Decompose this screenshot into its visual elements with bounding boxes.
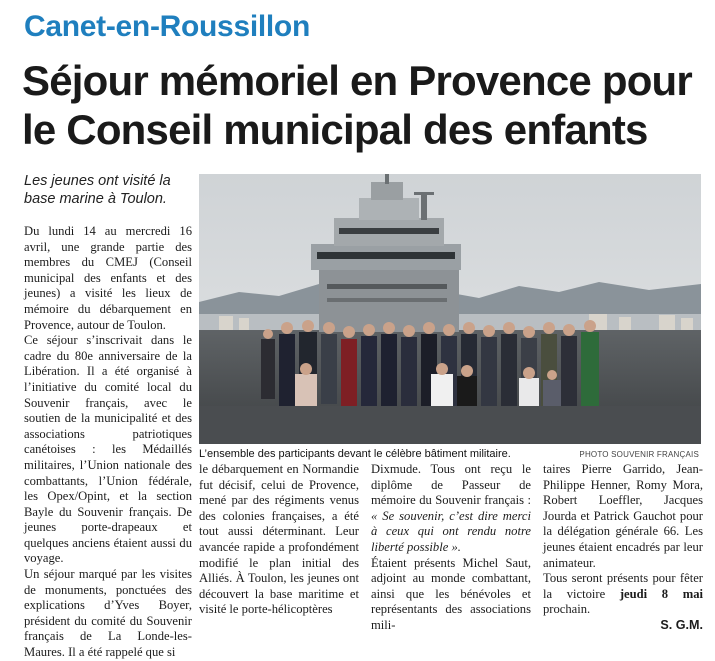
section-kicker: Canet-en-Roussillon (24, 10, 310, 43)
article-column-4 (543, 462, 703, 634)
paragraph: Du lundi 14 au mercredi 16 avril, une grande partie des membres du CMEJ (Conseil municipal des enfants et des jeunes) a visité les lieux de mémoire du débarquement en Provence, autour de Toulon. (24, 224, 192, 332)
ship-group-photo (199, 174, 701, 444)
paragraph: Ce séjour s’inscrivait dans le cadre du 80e anniversaire de la Libération. Il a été organisé à l’initiative du comité local du Souvenir français, avec le soutien de la municipalité et des associations patriotiques canétoises : les Médaillés militaires, l’Union nationale des combattants, l’Union fédérale, les Opex/Opint, et la section Bayle du Souvenir français. De jeunes porte-drapeaux et quelques anciens étaient aussi du voyage. (24, 333, 192, 566)
quote: « Se souvenir, c’est dire merci à ceux qui ont rendu notre liberté possible ». (371, 508, 531, 554)
paragraph-text: Tous seront présents pour fêter la victoire (543, 571, 703, 601)
paragraph: Étaient présents Michel Saut, adjoint au monde combattant, ainsi que les bénévoles et représentants des associations mili- (371, 555, 531, 632)
paragraph (371, 462, 531, 556)
author-signature: S. G.M. (660, 617, 703, 632)
article-column-3 (371, 462, 531, 634)
paragraph-text: prochain. (543, 602, 591, 617)
paragraph: Un séjour marqué par les visites de monuments, ponctuées des explications d’Yves Boyer, président du comité du Souvenir français de La Londe-les-Maures. Il a été rappelé que si (24, 567, 192, 660)
headline-line-2: le Conseil municipal des enfants (22, 106, 648, 153)
paragraph: le débarquement en Normandie fut décisif, celui de Provence, mené par des régiments venus des colonies françaises, a été tout aussi déterminant. Leur avancée rapide a profondément modifié le plan initial des Alliés. À Toulon, les jeunes ont découvert la base maritime et visité le porte-hélicoptères (199, 462, 359, 617)
photo-credit: PHOTO SOUVENIR FRANÇAIS (579, 450, 699, 459)
paragraph: taires Pierre Garrido, Jean-Philippe Henner, Romy Mora, Robert Loeffler, Jacques Jourda et Patrick Gauchot pour la délégation générale 66. Les jeunes étaient encadrés par leur animateur. (543, 462, 703, 570)
paragraph (543, 571, 703, 618)
paragraph-text: Dixmude. Tous ont reçu le diplôme de Passeur de mémoire du Souvenir français : (371, 462, 531, 508)
lede: Les jeunes ont visité la base marine à Toulon. (24, 173, 171, 207)
photo-caption: L’ensemble des participants devant le célèbre bâtiment militaire. (199, 448, 511, 460)
article-column-1 (24, 224, 192, 661)
headline-line-1: Séjour mémoriel en Provence pour (22, 57, 692, 104)
headline (22, 56, 712, 154)
article-photo (199, 174, 701, 444)
date-highlight: jeudi 8 mai (619, 586, 703, 601)
article-column-2 (199, 462, 359, 618)
